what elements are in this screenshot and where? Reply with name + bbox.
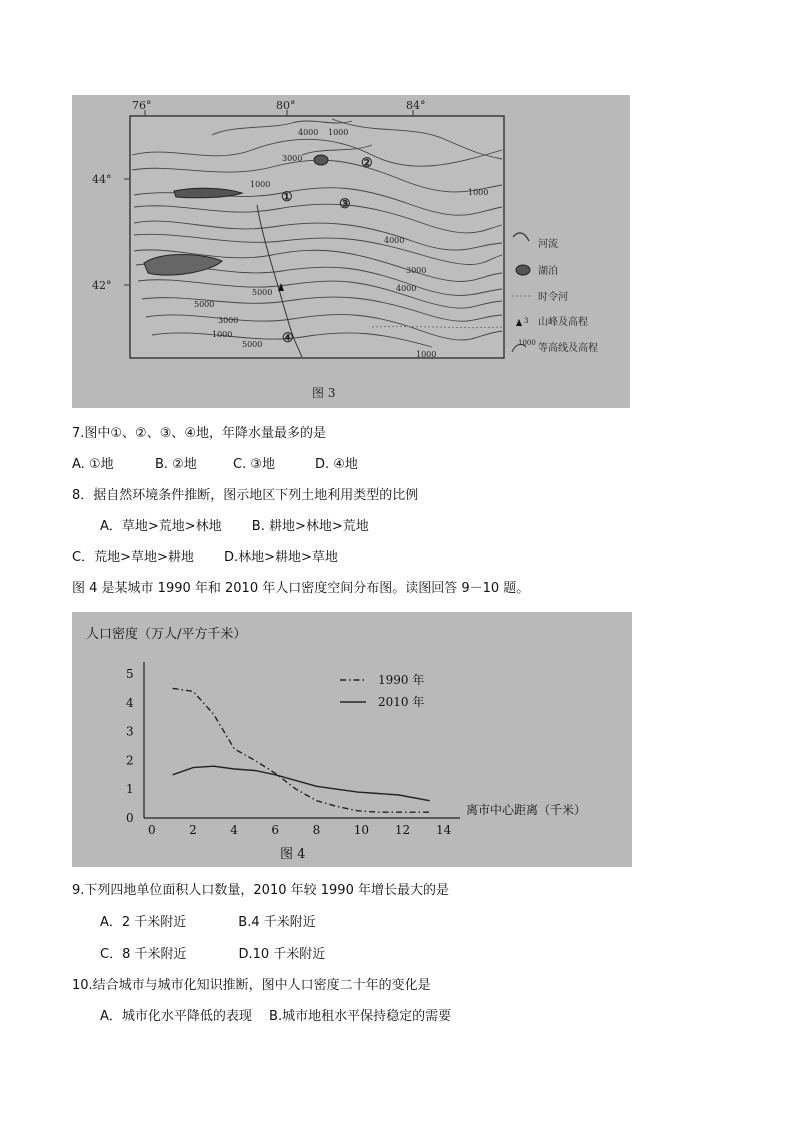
population-density-chart	[72, 612, 632, 867]
chart-ticks	[126, 667, 452, 837]
contour-label: 1000	[250, 180, 271, 189]
q7-stem: 7.图中①、②、③、④地，年降水量最多的是	[72, 426, 327, 441]
y-tick-label: 0	[126, 811, 134, 825]
legend-label-0: 1990 年	[378, 673, 425, 687]
y-tick-label: 4	[126, 695, 134, 710]
legend-peak-symbol: 3	[524, 317, 529, 325]
contour-label: 1000	[328, 128, 349, 137]
legend-contour: 等高线及高程	[538, 343, 598, 354]
map-frame	[130, 116, 504, 358]
contour-label: 5000	[242, 340, 263, 349]
river-icon	[513, 233, 529, 241]
chart-figure	[72, 612, 632, 867]
legend-label-1: 2010 年	[378, 695, 425, 709]
lon-76: 76°	[132, 99, 152, 112]
contour-label: 3000	[406, 266, 427, 275]
q9-options-ab: A．2 千米附近 B.4 千米附近	[100, 915, 316, 930]
q7-option-a: A. ①地	[72, 457, 114, 472]
place-2: ②	[361, 156, 373, 171]
lon-80: 80°	[276, 99, 296, 112]
lat-44: 44°	[92, 173, 112, 186]
q8-stem: 8．据自然环境条件推断，图示地区下列土地利用类型的比例	[72, 488, 419, 503]
q7-option-b: B. ②地	[155, 457, 197, 472]
contour-label: 1000	[416, 350, 437, 359]
y-tick-label: 3	[126, 724, 134, 739]
contour-label: 1000	[468, 188, 489, 197]
chart-xlabel: 离市中心距离（千米）	[466, 803, 587, 817]
place-3: ③	[339, 197, 351, 212]
x-tick-label: 12	[394, 823, 411, 837]
y-tick-label: 5	[126, 667, 134, 681]
map-legend	[512, 233, 598, 354]
chart-ylabel: 人口密度（万人/平方千米）	[86, 627, 247, 642]
y-tick-label: 2	[126, 753, 134, 768]
x-tick-label: 10	[353, 823, 369, 837]
peak-icon	[516, 319, 522, 326]
lake-small	[314, 155, 328, 165]
lon-84: 84°	[406, 99, 426, 112]
q10-stem: 10.结合城市与城市化知识推断，图中人口密度二十年的变化是	[72, 978, 431, 993]
x-tick-label: 6	[271, 823, 280, 837]
contour-label: 4000	[396, 284, 417, 293]
q9-options-cd: C．8 千米附近 D.10 千米附近	[100, 947, 326, 962]
legend-peak: 山峰及高程	[538, 317, 588, 328]
contour-label: 1000	[212, 330, 233, 339]
q8-options-cd: C．荒地>草地>耕地 D.林地>耕地>草地	[72, 550, 338, 565]
legend-contour-symbol: 1000	[518, 339, 536, 347]
place-1: ①	[281, 190, 293, 205]
q7-option-d: D. ④地	[315, 457, 358, 472]
x-tick-label: 4	[230, 823, 238, 837]
contour-label: 4000	[298, 128, 319, 137]
contour-label: 5000	[252, 288, 273, 297]
lake-icon	[516, 265, 530, 275]
q8-options-ab: A．草地>荒地>林地 B. 耕地>林地>荒地	[100, 519, 369, 534]
contour-label: 5000	[194, 300, 215, 309]
q7-option-c: C. ③地	[233, 457, 275, 472]
y-tick-label: 1	[126, 782, 134, 797]
q9-stem: 9.下列四地单位面积人口数量，2010 年较 1990 年增长最大的是	[72, 883, 449, 898]
legend-seasonal-river: 时令河	[538, 292, 568, 303]
place-4: ④	[282, 331, 294, 346]
contour-label: 4000	[384, 236, 405, 245]
x-tick-label: 8	[312, 823, 321, 837]
x-tick-label: 14	[436, 823, 452, 837]
series-line-1	[173, 766, 430, 801]
figure4-intro: 图 4 是某城市 1990 年和 2010 年人口密度空间分布图。读图回答 9－10 题。	[72, 581, 530, 596]
map-figure	[72, 95, 630, 408]
legend-river: 河流	[538, 239, 558, 250]
q10-options-ab: A．城市化水平降低的表现 B.城市地租水平保持稳定的需要	[100, 1009, 452, 1024]
legend-lake: 湖泊	[538, 266, 558, 277]
contour-label: 3000	[218, 316, 239, 325]
contour-label: 3000	[282, 154, 303, 163]
chart-caption: 图 4	[280, 847, 306, 862]
chart-legend	[340, 672, 424, 709]
map-svg	[72, 95, 630, 408]
lat-42: 42°	[92, 279, 112, 292]
x-tick-label: 0	[148, 823, 156, 837]
map-caption: 图 3	[312, 386, 336, 400]
x-tick-label: 2	[189, 823, 197, 837]
